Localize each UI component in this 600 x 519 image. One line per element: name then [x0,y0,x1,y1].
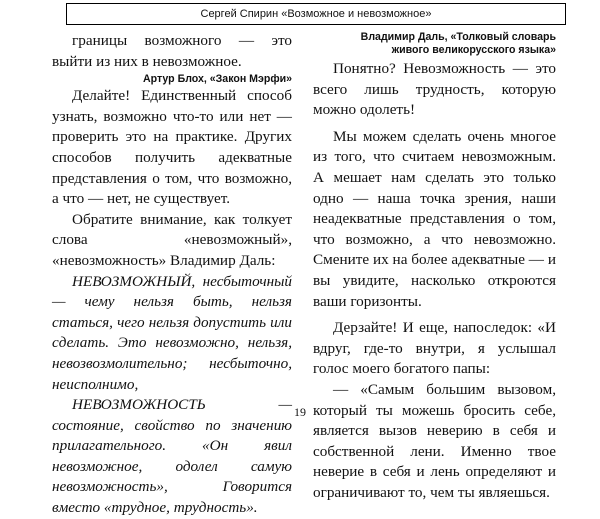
quote-attribution: Артур Блох, «Закон Мэрфи» [142,73,292,86]
attribution-line: живого великорусского языка» [391,44,556,56]
paragraph: Мы можем сделать очень многое из того, что считаем невозможным. А мешает нам сделать это только одно — наша точка зрения, наши неадекватные представления о том, что возможно, а что невозможно. Смените их на более адекватные — и вы увидите, насколько откроются ваши горизонты. [313,127,556,310]
running-header: Сергей Спирин «Возможное и невозможное» [66,3,566,25]
attribution-line: Владимир Даль, «Толковый словарь [360,31,556,43]
right-column [313,31,556,503]
left-column [52,31,292,519]
dictionary-entry: НЕВОЗМОЖНОСТЬ — состояние, свойство по значению прилагательного. «Он явил невозможное, одолел самую невозможность», Говорится вместо «трудное, трудность». [52,396,292,517]
paragraph: — «Самым большим вызовом, который ты можешь бросить себе, является вызов неверию в себя и собственной лени. Именно твое неверие в себя и лень определяют и ограничивают то, чем ты являешься. [313,380,556,501]
paragraph: Обратите внимание, как толкует слова «невозможный», «невозможность» Владимир Даль: [52,210,292,269]
paragraph: границы возможного — это выйти из них в невозможное. [52,32,292,70]
paragraph: Понятно? Невозможность — это всего лишь трудность, которую можно одолеть! [313,60,556,119]
dictionary-entry: НЕВОЗМОЖНЫЙ, несбыточный — чему нельзя быть, нельзя статься, чего нельзя допустить или сделать. Это невозможно, нельзя, невозвозмолительно; несбыточно, неисполнимо, [52,272,292,393]
paragraph: Дерзайте! И еще, напоследок: «И вдруг, где-то внутри, я услышал голос моего богатого папы: [313,319,556,378]
quote-attribution [313,31,556,57]
paragraph: Делайте! Единственный способ узнать, возможно что-то или нет — проверить это на практике. Других способов получить адекватные представления о том, что возможно, а что — нет, не существует. [52,87,292,208]
page-number: 19 [294,405,306,419]
